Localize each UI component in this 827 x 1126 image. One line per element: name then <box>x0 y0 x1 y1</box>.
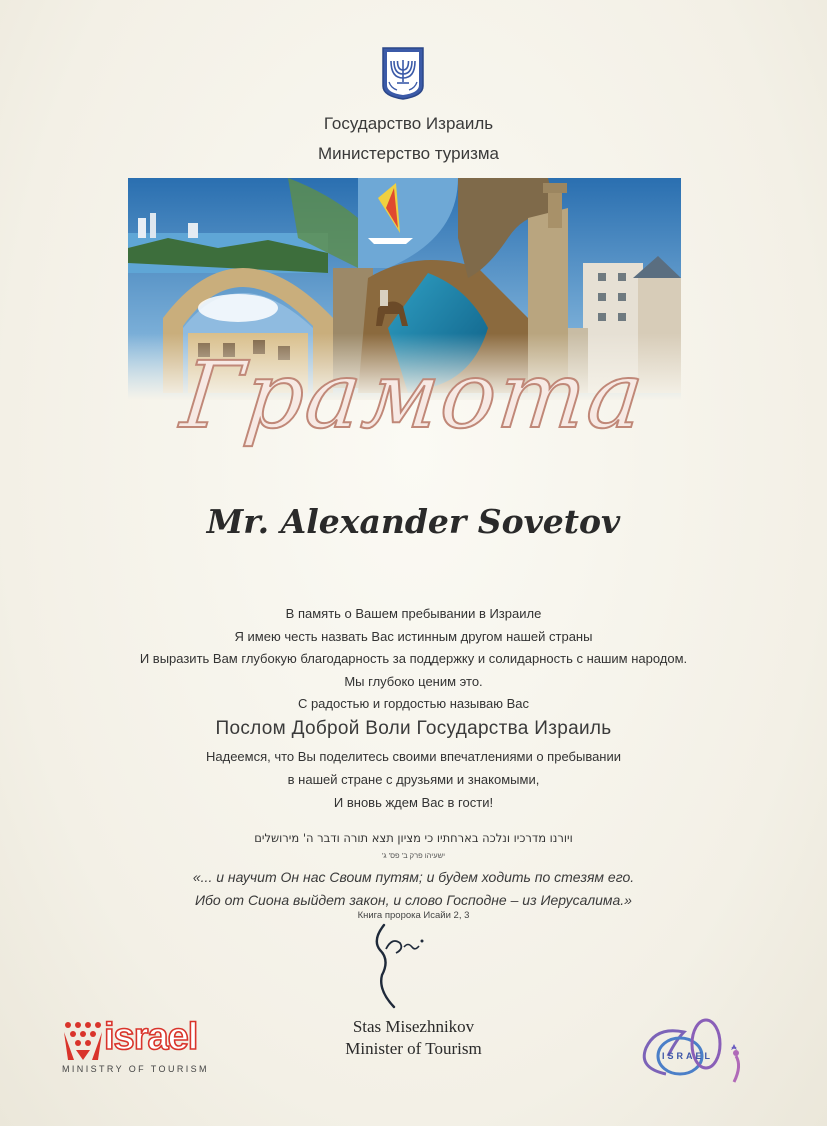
certificate-body <box>0 603 827 716</box>
body-line: в нашей стране с друзьями и знакомыми, <box>287 772 540 787</box>
logo-word: israel <box>104 1016 198 1058</box>
hebrew-quote: ויורנו מדרכיו ונלכה בארחתיו כי מציון תצא תורה ודבר ה' מירושלים <box>254 831 573 845</box>
israel-60-logo <box>636 1016 756 1088</box>
quote-line: Ибо от Сиона выйдет закон, и слово Господне – из Иерусалима.» <box>195 892 632 908</box>
honor-title: Послом Доброй Воли Государства Израиль <box>215 718 612 739</box>
recipient-name: Mr. Alexander Sovetov <box>206 502 621 541</box>
certificate-body-continued <box>0 745 827 814</box>
ministry-of-tourism-logo <box>62 1016 227 1076</box>
signer-name: Stas Misezhnikov <box>352 1017 475 1036</box>
certificate-title: Грамота <box>176 342 651 449</box>
signer-position: Minister of Tourism <box>345 1039 482 1058</box>
menorah-emblem-icon <box>381 46 425 100</box>
ministry-name: Министерство туризма <box>317 144 500 163</box>
russian-quote <box>0 866 827 912</box>
body-line: Мы глубоко ценим это. <box>344 673 483 689</box>
quote-reference: Книга пророка Исайи 2, 3 <box>357 910 470 921</box>
hebrew-quote-reference: ישעיהו פרק ב' פס' ג' <box>381 851 446 860</box>
body-line: И выразить Вам глубокую благодарность за поддержку и солидарность с нашим народом. <box>139 651 688 666</box>
body-line: Я имею честь назвать Вас истинным другом нашей страны <box>234 628 593 644</box>
people-figures-icon <box>62 1020 110 1062</box>
handwritten-signature <box>360 915 460 1015</box>
body-line: С радостью и гордостью называю Вас <box>297 696 530 711</box>
quote-line: «... и научит Он нас Своим путям; и будем ходить по стезям его. <box>192 869 635 885</box>
logo-israel-word: ISRAEL <box>662 1051 714 1061</box>
state-name: Государство Израиль <box>323 114 494 133</box>
body-line: Надеемся, что Вы поделитесь своими впечатлениями о пребывании <box>205 749 622 764</box>
logo-subtitle: MINISTRY OF TOURISM <box>62 1064 209 1074</box>
body-line: В память о Вашем пребывании в Израиле <box>285 606 542 621</box>
body-line: И вновь ждем Вас в гости! <box>333 795 494 810</box>
